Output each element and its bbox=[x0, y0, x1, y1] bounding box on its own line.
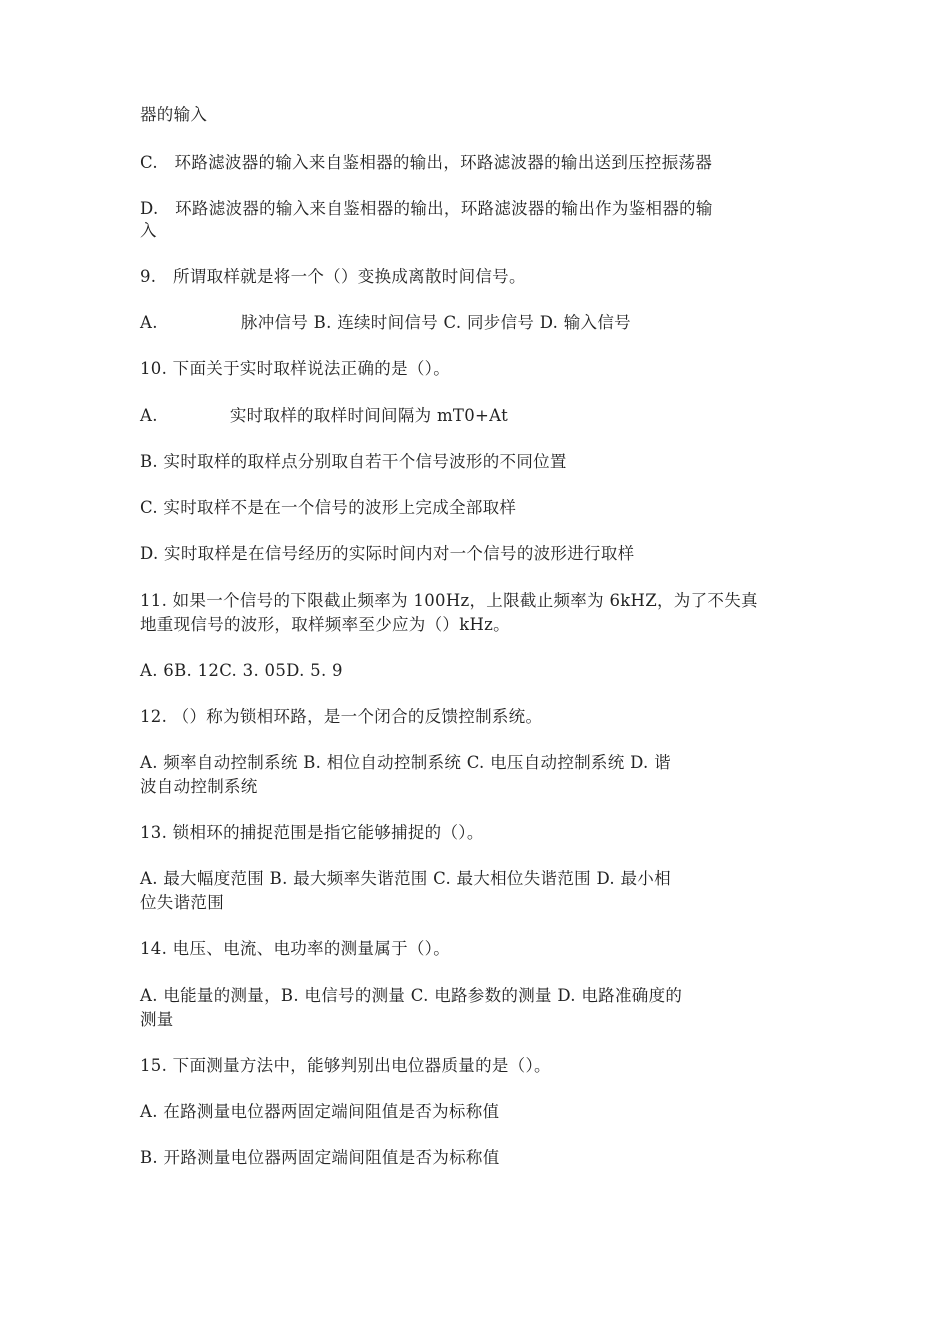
text-line: 地重现信号的波形，取样频率至少应为（）kHz。 bbox=[140, 615, 510, 634]
text-line: A. 电能量的测量，B. 电信号的测量 C. 电路参数的测量 D. 电路准确度的 bbox=[140, 986, 683, 1005]
text-line: 入 bbox=[140, 221, 157, 240]
text-line: 11. 如果一个信号的下限截止频率为 100Hz，上限截止频率为 6kHZ，为了不失真 bbox=[140, 591, 758, 610]
text-line: A. 6B. 12C. 3. 05D. 5. 9 bbox=[140, 661, 343, 680]
text-line: A. 频率自动控制系统 B. 相位自动控制系统 C. 电压自动控制系统 D. 谐 bbox=[140, 753, 671, 772]
text-line: A. 最大幅度范围 B. 最大频率失谐范围 C. 最大相位失谐范围 D. 最小相 bbox=[140, 869, 671, 888]
text-line: A. 实时取样的取样时间间隔为 mT0+At bbox=[140, 406, 509, 425]
text-line: 波自动控制系统 bbox=[140, 777, 258, 796]
text-line: D. 实时取样是在信号经历的实际时间内对一个信号的波形进行取样 bbox=[140, 544, 635, 563]
text-line: B. 开路测量电位器两固定端间阻值是否为标称值 bbox=[140, 1148, 500, 1167]
text-line: C. 环路滤波器的输入来自鉴相器的输出，环路滤波器的输出送到压控振荡器 bbox=[140, 153, 713, 172]
text-line: 位失谐范围 bbox=[140, 893, 224, 912]
text-line: A. 脉冲信号 B. 连续时间信号 C. 同步信号 D. 输入信号 bbox=[140, 313, 631, 332]
text-line: 13. 锁相环的捕捉范围是指它能够捕捉的（）。 bbox=[140, 823, 484, 842]
text-line: 10. 下面关于实时取样说法正确的是（）。 bbox=[140, 359, 451, 378]
text-line: D. 环路滤波器的输入来自鉴相器的输出，环路滤波器的输出作为鉴相器的输 bbox=[140, 199, 713, 218]
text-line: C. 实时取样不是在一个信号的波形上完成全部取样 bbox=[140, 498, 517, 517]
text-line: 器的输入 bbox=[140, 105, 208, 124]
text-line: 14. 电压、电流、电功率的测量属于（）。 bbox=[140, 939, 451, 958]
text-line: 测量 bbox=[140, 1010, 174, 1029]
text-line: 15. 下面测量方法中，能够判别出电位器质量的是（）。 bbox=[140, 1056, 551, 1075]
text-line: A. 在路测量电位器两固定端间阻值是否为标称值 bbox=[140, 1102, 500, 1121]
text-line: B. 实时取样的取样点分别取自若干个信号波形的不同位置 bbox=[140, 452, 567, 471]
text-line: 9. 所谓取样就是将一个（）变换成离散时间信号。 bbox=[140, 267, 526, 286]
text-line: 12. （）称为锁相环路，是一个闭合的反馈控制系统。 bbox=[140, 707, 543, 726]
